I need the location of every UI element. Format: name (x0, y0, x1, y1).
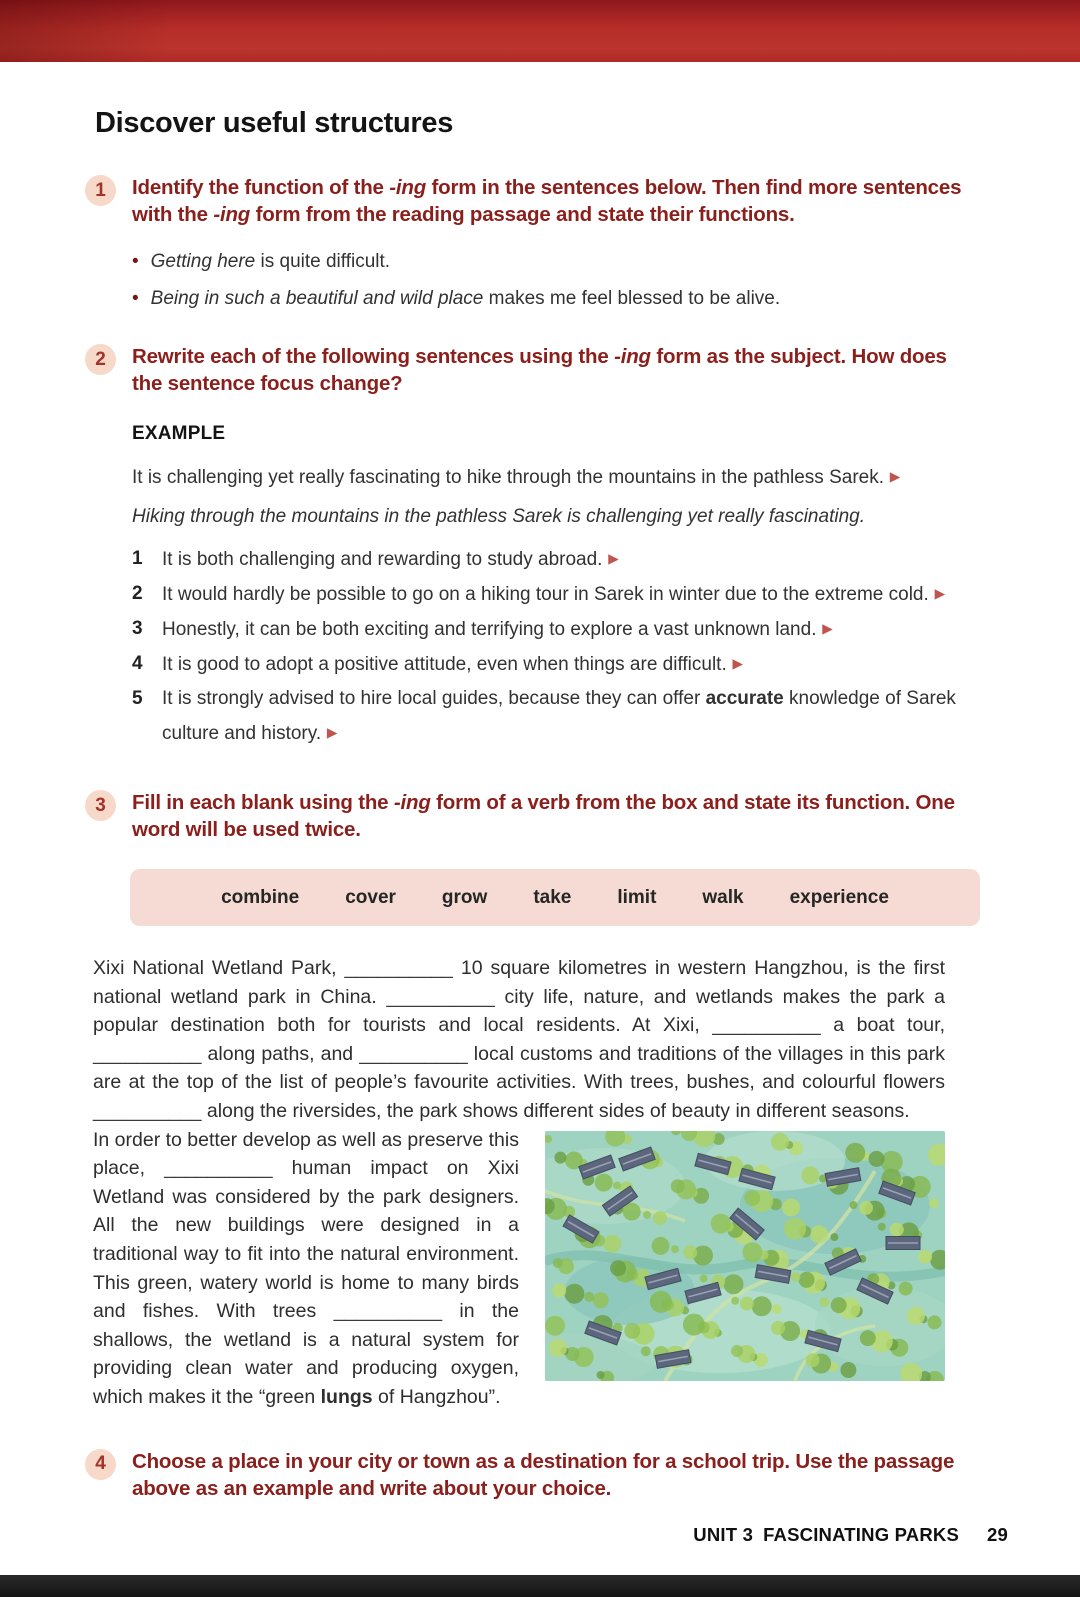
example-label: EXAMPLE (132, 423, 226, 444)
exercise-4-number-badge: 4 (85, 1449, 116, 1480)
item-number: 1 (132, 548, 143, 569)
footer-book-title: FASCINATING PARKS (763, 1524, 960, 1545)
bottom-black-bar (0, 1575, 1080, 1597)
page-title: Discover useful structures (95, 107, 454, 139)
exercise-2-sentence-list (132, 542, 995, 751)
exercise-2 (85, 343, 995, 397)
word-box-word: combine (221, 886, 300, 908)
page-footer (693, 1524, 1008, 1546)
exercise-1 (85, 174, 995, 228)
item-number: 3 (132, 618, 143, 639)
item-text: It would hardly be possible to go on a hiking tour in Sarek in winter due to the extreme cold. ▶ (162, 584, 946, 605)
word-box-word: grow (441, 886, 488, 908)
exercise-1-prompt: Identify the function of the -ing form in the sentences below. Then find more sentences with the -ing form from the reading passage and state their functions. (132, 176, 962, 226)
bullet-item: • Being in such a beautiful and wild place makes me feel blessed to be alive. (132, 285, 995, 313)
word-box-word: experience (789, 886, 889, 908)
item-number: 4 (132, 653, 143, 674)
exercise-3-prompt: Fill in each blank using the -ing form of a verb from the box and state its function. One word will be used twice. (132, 791, 955, 841)
xixi-wetland-aerial-photo (545, 1131, 945, 1381)
passage-paragraph-2: In order to better develop as well as preserve this place, __________ human impact on Xixi Wetland was considered by the park designers. All the new buildings were designed in a traditional way to fit into the natural environment. This green, watery world is home to many birds and fishes. With trees __________ in the shallows, the wetland is a natural system for providing clean water and producing oxygen, which makes it the “green lungs of Hangzhou”. (93, 1128, 520, 1408)
item-number: 5 (132, 688, 143, 709)
exercise-2-number-badge: 2 (85, 344, 116, 375)
verb-word-box (130, 869, 980, 926)
exercise-1-bullet-list (132, 248, 995, 313)
item-number: 2 (132, 583, 143, 604)
item-text: It is both challenging and rewarding to study abroad. ▶ (162, 549, 619, 570)
passage-continuation (93, 1126, 945, 1412)
exercise-3 (85, 789, 995, 843)
footer-page-number: 29 (987, 1524, 1008, 1545)
item-text: It is strongly advised to hire local guides, because they can offer accurate knowledge of Sarek culture and history. ▶ (162, 688, 956, 744)
list-item (132, 612, 995, 647)
list-item (132, 577, 995, 612)
fill-in-passage (93, 954, 945, 1412)
exercise-1-number-badge: 1 (85, 175, 116, 206)
list-item (132, 647, 995, 682)
word-box-word: limit (617, 886, 657, 908)
exercise-4 (85, 1448, 995, 1502)
exercise-4-prompt: Choose a place in your city or town as a destination for a school trip. Use the passage above as an example and write about your choice. (132, 1449, 955, 1500)
bullet-item: • Getting here is quite difficult. (132, 248, 995, 276)
item-text: It is good to adopt a positive attitude, even when things are difficult. ▶ (162, 654, 744, 675)
list-item (132, 682, 995, 751)
word-box-word: walk (702, 886, 744, 908)
header-red-bar (0, 0, 1080, 62)
passage-paragraph-1: Xixi National Wetland Park, __________ 10 square kilometres in western Hangzhou, is the first national wetland park in China. __________ city life, nature, and wetlands makes the park a popular destination both for tourists and local residents. At Xixi, __________ a boat tour, __________ along paths, and __________ local customs and traditions of the villages in this park are at the top of the list of people’s favourite activities. With trees, bushes, and colourful flowers __________ along the riversides, the park shows different sides of beauty in different seasons. (93, 957, 945, 1122)
item-text: Honestly, it can be both exciting and terrifying to explore a vast unknown land. ▶ (162, 619, 833, 640)
list-item (132, 542, 995, 577)
word-box-word: take (533, 886, 572, 908)
example-rewritten-sentence: Hiking through the mountains in the pathless Sarek is challenging yet really fascinating. (132, 506, 865, 527)
word-box-word: cover (345, 886, 396, 908)
example-source-sentence: It is challenging yet really fascinating to hike through the mountains in the pathless Sarek. ▶ (132, 467, 901, 488)
footer-unit-label: UNIT 3 (693, 1524, 754, 1545)
exercise-2-prompt: Rewrite each of the following sentences using the -ing form as the subject. How does the sentence focus change? (132, 345, 947, 395)
exercise-3-number-badge: 3 (85, 790, 116, 821)
page-content (85, 62, 995, 1502)
